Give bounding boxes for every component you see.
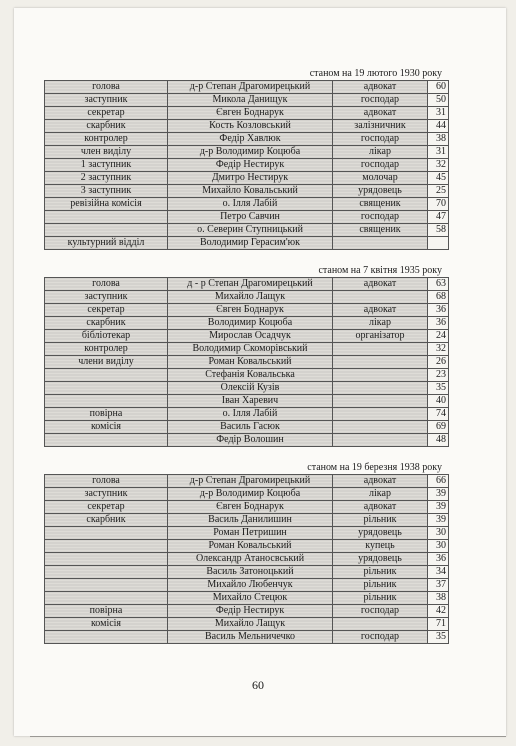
position-cell: заступник	[45, 291, 168, 304]
position-cell: секретар	[45, 501, 168, 514]
members-table	[44, 474, 449, 644]
table-row	[45, 198, 449, 211]
age-cell: 35	[428, 382, 449, 395]
age-cell: 36	[428, 553, 449, 566]
name-cell: Роман Петришин	[168, 527, 333, 540]
table-row	[45, 631, 449, 644]
table-row	[45, 382, 449, 395]
table-row	[45, 540, 449, 553]
occupation-cell: молочар	[333, 172, 428, 185]
name-cell: Роман Ковальський	[168, 356, 333, 369]
age-cell: 31	[428, 146, 449, 159]
position-cell: заступник	[45, 94, 168, 107]
age-cell: 30	[428, 527, 449, 540]
position-cell: голова	[45, 278, 168, 291]
occupation-cell: лікар	[333, 317, 428, 330]
table-row	[45, 408, 449, 421]
name-cell: Василь Затоноцький	[168, 566, 333, 579]
age-cell: 24	[428, 330, 449, 343]
occupation-cell: адвокат	[333, 501, 428, 514]
name-cell: Василь Гасюк	[168, 421, 333, 434]
position-cell: комісія	[45, 618, 168, 631]
position-cell	[45, 382, 168, 395]
occupation-cell: лікар	[333, 146, 428, 159]
name-cell: Федір Волошин	[168, 434, 333, 447]
name-cell: Федір Нестирук	[168, 159, 333, 172]
members-table	[44, 277, 449, 447]
table-row	[45, 224, 449, 237]
occupation-cell: священик	[333, 198, 428, 211]
occupation-cell: рільник	[333, 592, 428, 605]
age-cell: 31	[428, 107, 449, 120]
occupation-cell: адвокат	[333, 81, 428, 94]
occupation-cell: адвокат	[333, 107, 428, 120]
occupation-cell	[333, 237, 428, 250]
position-cell: повірна	[45, 605, 168, 618]
name-cell: Мирослав Осадчук	[168, 330, 333, 343]
age-cell: 37	[428, 579, 449, 592]
occupation-cell	[333, 291, 428, 304]
occupation-cell: урядовець	[333, 527, 428, 540]
table-row	[45, 434, 449, 447]
table-row	[45, 133, 449, 146]
position-cell: скарбник	[45, 317, 168, 330]
position-cell	[45, 566, 168, 579]
age-cell: 66	[428, 475, 449, 488]
position-cell: 2 заступник	[45, 172, 168, 185]
table-row	[45, 369, 449, 382]
name-cell: Дмитро Нестирук	[168, 172, 333, 185]
position-cell: секретар	[45, 107, 168, 120]
name-cell: Василь Мельничечко	[168, 631, 333, 644]
table-row	[45, 395, 449, 408]
position-cell	[45, 369, 168, 382]
occupation-cell: залізничник	[333, 120, 428, 133]
name-cell: Олександр Атаносвський	[168, 553, 333, 566]
occupation-cell: лікар	[333, 488, 428, 501]
table-row	[45, 185, 449, 198]
age-cell: 70	[428, 198, 449, 211]
table-row	[45, 159, 449, 172]
name-cell: Федір Хавлюк	[168, 133, 333, 146]
position-cell: заступник	[45, 488, 168, 501]
table-row	[45, 488, 449, 501]
occupation-cell: священик	[333, 224, 428, 237]
position-cell: голова	[45, 475, 168, 488]
age-cell: 32	[428, 343, 449, 356]
name-cell: Михайло Любенчук	[168, 579, 333, 592]
age-cell: 38	[428, 133, 449, 146]
age-cell: 50	[428, 94, 449, 107]
table-row	[45, 605, 449, 618]
age-cell: 42	[428, 605, 449, 618]
occupation-cell: господар	[333, 133, 428, 146]
position-cell: голова	[45, 81, 168, 94]
occupation-cell: організатор	[333, 330, 428, 343]
age-cell: 36	[428, 304, 449, 317]
table-row	[45, 278, 449, 291]
occupation-cell: господар	[333, 211, 428, 224]
page-edge-line	[30, 736, 506, 737]
position-cell: член виділу	[45, 146, 168, 159]
age-cell: 39	[428, 514, 449, 527]
occupation-cell: господар	[333, 159, 428, 172]
name-cell: Василь Данилишин	[168, 514, 333, 527]
age-cell: 71	[428, 618, 449, 631]
position-cell	[45, 434, 168, 447]
occupation-cell	[333, 343, 428, 356]
position-cell	[45, 553, 168, 566]
name-cell: Іван Харевич	[168, 395, 333, 408]
age-cell: 34	[428, 566, 449, 579]
position-cell	[45, 631, 168, 644]
name-cell: Стефанія Ковальська	[168, 369, 333, 382]
age-cell: 60	[428, 81, 449, 94]
position-cell	[45, 579, 168, 592]
position-cell: 3 заступник	[45, 185, 168, 198]
name-cell: Микола Данищук	[168, 94, 333, 107]
position-cell: бібліотекар	[45, 330, 168, 343]
name-cell: Михайло Стецюк	[168, 592, 333, 605]
name-cell: д-р Степан Драгомирецький	[168, 475, 333, 488]
occupation-cell: урядовець	[333, 553, 428, 566]
table-row	[45, 553, 449, 566]
age-cell: 32	[428, 159, 449, 172]
age-cell: 39	[428, 501, 449, 514]
age-cell	[428, 237, 449, 250]
age-cell: 26	[428, 356, 449, 369]
table-row	[45, 566, 449, 579]
position-cell: контролер	[45, 133, 168, 146]
name-cell: Михайло Лащук	[168, 618, 333, 631]
table-row	[45, 501, 449, 514]
position-cell: скарбник	[45, 514, 168, 527]
age-cell: 38	[428, 592, 449, 605]
table-row	[45, 514, 449, 527]
occupation-cell: господар	[333, 94, 428, 107]
occupation-cell	[333, 369, 428, 382]
table-row	[45, 356, 449, 369]
position-cell	[45, 211, 168, 224]
occupation-cell: адвокат	[333, 278, 428, 291]
age-cell: 69	[428, 421, 449, 434]
position-cell: скарбник	[45, 120, 168, 133]
age-cell: 48	[428, 434, 449, 447]
age-cell: 25	[428, 185, 449, 198]
age-cell: 30	[428, 540, 449, 553]
table-1930	[44, 68, 444, 250]
occupation-cell: купець	[333, 540, 428, 553]
name-cell: о. Ілля Лабій	[168, 198, 333, 211]
name-cell: Федір Нестирук	[168, 605, 333, 618]
position-cell	[45, 592, 168, 605]
age-cell: 35	[428, 631, 449, 644]
position-cell: секретар	[45, 304, 168, 317]
occupation-cell: господар	[333, 605, 428, 618]
position-cell: контролер	[45, 343, 168, 356]
position-cell	[45, 395, 168, 408]
position-cell	[45, 540, 168, 553]
occupation-cell	[333, 434, 428, 447]
age-cell: 44	[428, 120, 449, 133]
age-cell: 39	[428, 488, 449, 501]
age-cell: 47	[428, 211, 449, 224]
position-cell: ревізійна комісія	[45, 198, 168, 211]
position-cell: повірна	[45, 408, 168, 421]
table-row	[45, 343, 449, 356]
occupation-cell: господар	[333, 631, 428, 644]
table-row	[45, 330, 449, 343]
table-row	[45, 527, 449, 540]
table-row	[45, 237, 449, 250]
table-1935	[44, 265, 444, 447]
name-cell: о. Северин Ступницький	[168, 224, 333, 237]
members-table	[44, 80, 449, 250]
table-1938	[44, 462, 444, 644]
table-caption: станом на 19 березня 1938 року	[307, 462, 442, 473]
name-cell: Роман Ковальський	[168, 540, 333, 553]
table-row	[45, 317, 449, 330]
table-caption: станом на 19 лютого 1930 року	[309, 68, 442, 79]
age-cell: 63	[428, 278, 449, 291]
occupation-cell: адвокат	[333, 475, 428, 488]
name-cell: д-р Володимир Коцюба	[168, 488, 333, 501]
occupation-cell	[333, 408, 428, 421]
name-cell: Євген Боднарук	[168, 107, 333, 120]
table-row	[45, 304, 449, 317]
table-row	[45, 146, 449, 159]
occupation-cell: адвокат	[333, 304, 428, 317]
occupation-cell: рільник	[333, 566, 428, 579]
table-caption: станом на 7 квітня 1935 року	[318, 265, 442, 276]
table-row	[45, 81, 449, 94]
name-cell: Володимир Герасим'юк	[168, 237, 333, 250]
occupation-cell: урядовець	[333, 185, 428, 198]
age-cell: 45	[428, 172, 449, 185]
table-row	[45, 120, 449, 133]
name-cell: Михайло Ковальський	[168, 185, 333, 198]
table-row	[45, 291, 449, 304]
table-row	[45, 475, 449, 488]
name-cell: Євген Боднарук	[168, 304, 333, 317]
table-row	[45, 592, 449, 605]
name-cell: Кость Козловський	[168, 120, 333, 133]
position-cell	[45, 224, 168, 237]
table-row	[45, 579, 449, 592]
age-cell: 23	[428, 369, 449, 382]
occupation-cell: рільник	[333, 579, 428, 592]
position-cell: 1 заступник	[45, 159, 168, 172]
name-cell: д-р Володимир Коцюба	[168, 146, 333, 159]
age-cell: 40	[428, 395, 449, 408]
age-cell: 36	[428, 317, 449, 330]
occupation-cell	[333, 618, 428, 631]
table-row	[45, 421, 449, 434]
name-cell: Володимир Скоморівський	[168, 343, 333, 356]
name-cell: д-р Степан Драгомирецький	[168, 81, 333, 94]
name-cell: Володимир Коцюба	[168, 317, 333, 330]
table-row	[45, 107, 449, 120]
table-row	[45, 172, 449, 185]
position-cell: комісія	[45, 421, 168, 434]
occupation-cell	[333, 356, 428, 369]
name-cell: д - р Степан Драгомирецький	[168, 278, 333, 291]
page-number: 60	[252, 678, 264, 692]
name-cell: Олексій Кузів	[168, 382, 333, 395]
position-cell	[45, 527, 168, 540]
age-cell: 74	[428, 408, 449, 421]
name-cell: о. Ілля Лабій	[168, 408, 333, 421]
occupation-cell	[333, 382, 428, 395]
age-cell: 68	[428, 291, 449, 304]
name-cell: Петро Савчин	[168, 211, 333, 224]
table-row	[45, 94, 449, 107]
occupation-cell: рільник	[333, 514, 428, 527]
table-row	[45, 618, 449, 631]
age-cell: 58	[428, 224, 449, 237]
occupation-cell	[333, 395, 428, 408]
occupation-cell	[333, 421, 428, 434]
position-cell: культурний відділ	[45, 237, 168, 250]
name-cell: Михайло Лащук	[168, 291, 333, 304]
position-cell: члени виділу	[45, 356, 168, 369]
name-cell: Євген Боднарук	[168, 501, 333, 514]
table-row	[45, 211, 449, 224]
